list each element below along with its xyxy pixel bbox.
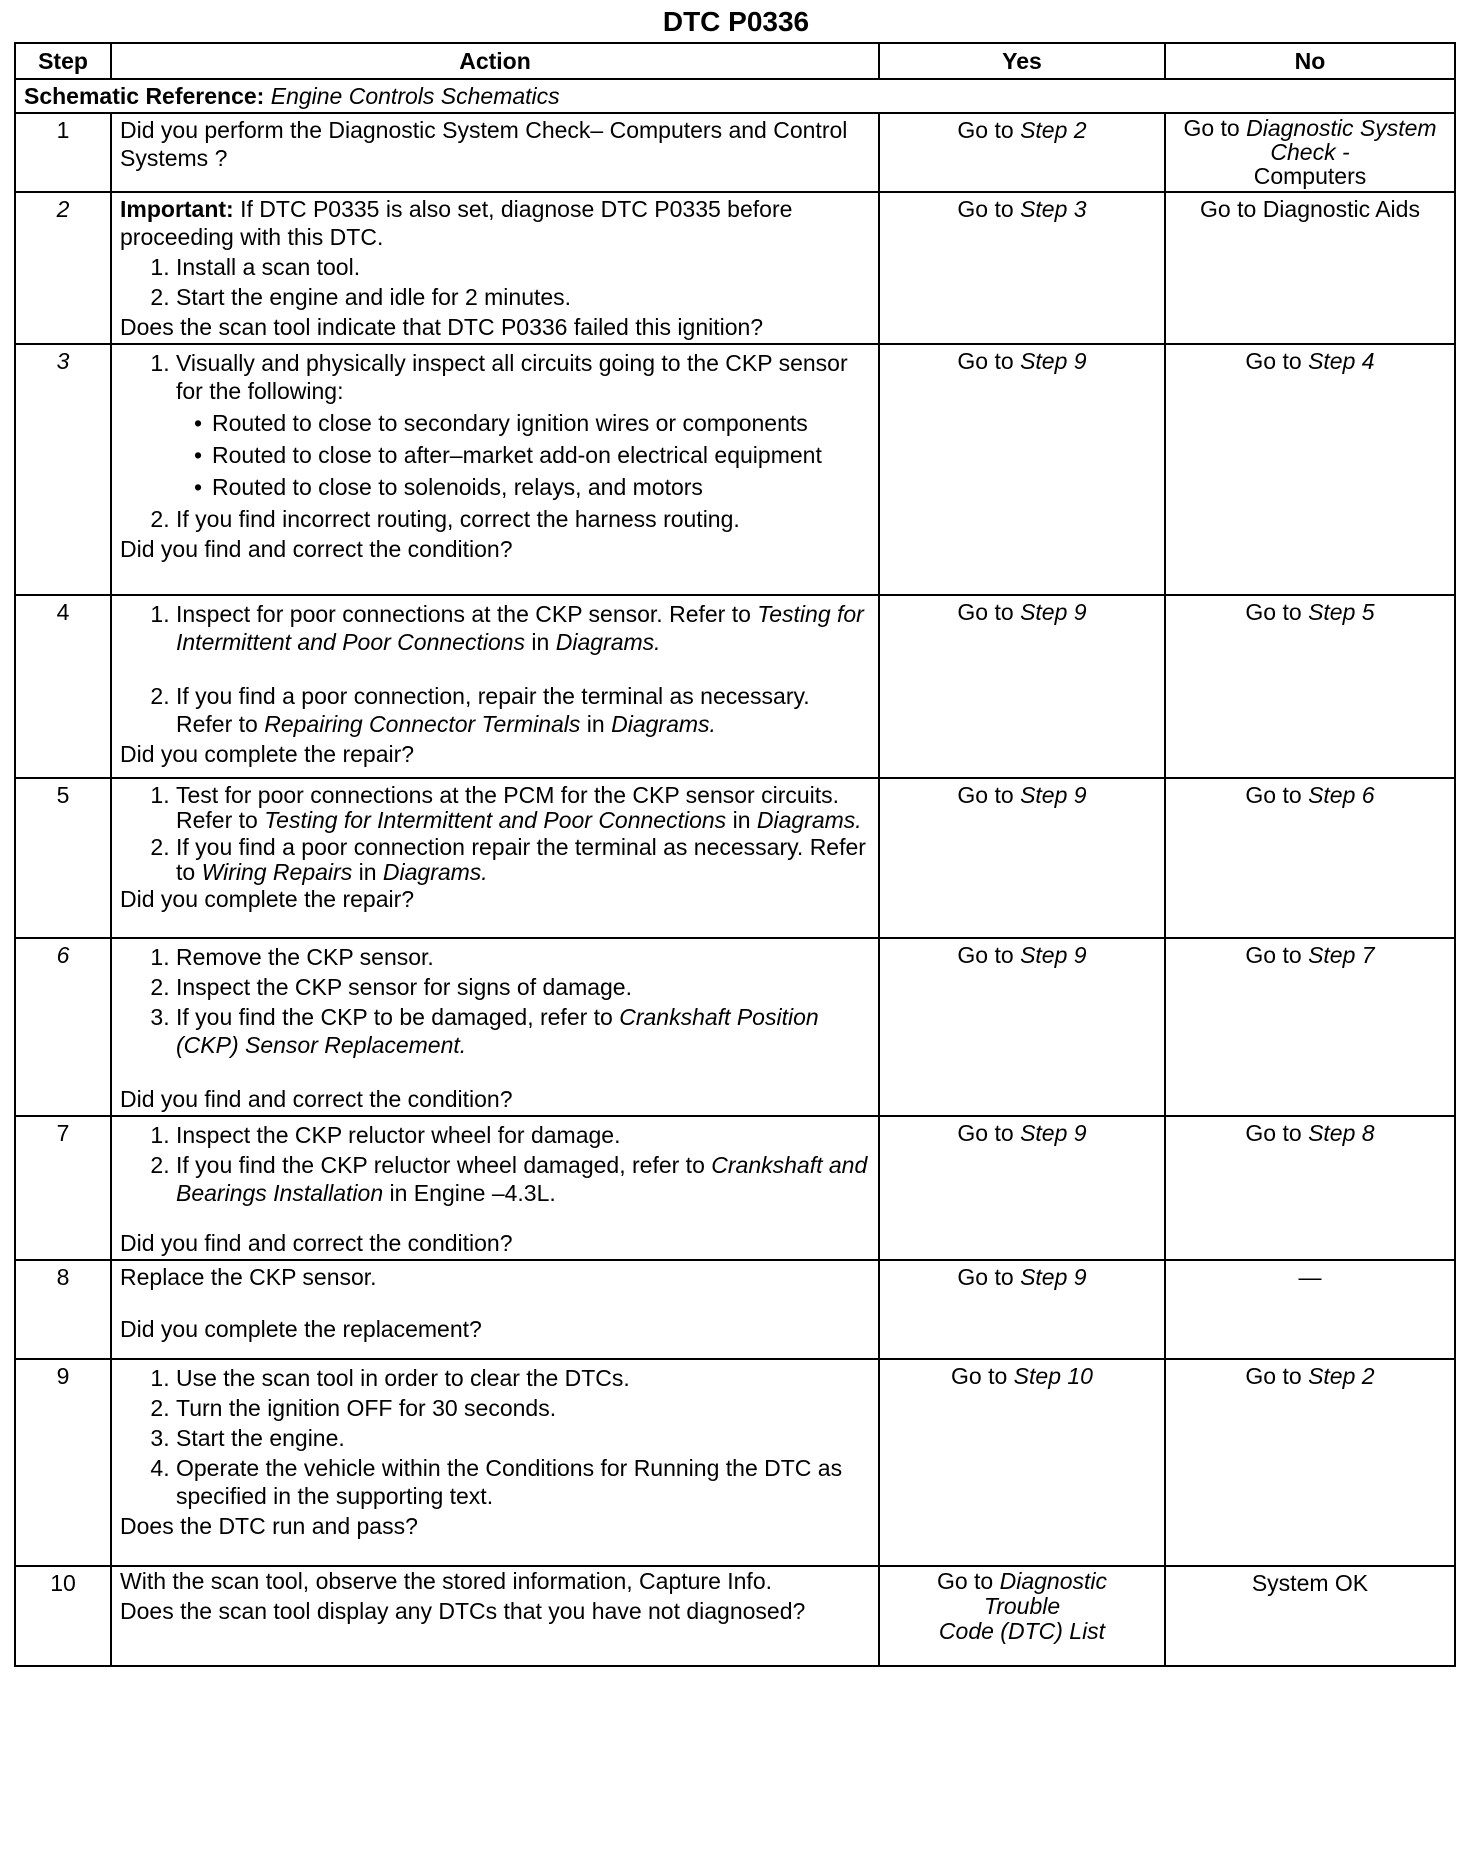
steps-list — [120, 253, 870, 311]
no-cell — [1165, 778, 1455, 938]
header-no: No — [1165, 43, 1455, 79]
reference-link: Testing for Intermittent and Poor Connections — [176, 601, 864, 655]
yes-text: Go to — [957, 942, 1021, 968]
action-cell — [111, 192, 879, 344]
steps-list — [120, 783, 870, 885]
action-text: Replace the CKP sensor. — [120, 1264, 377, 1290]
item-text: If you find the CKP to be damaged, refer to — [176, 1004, 620, 1030]
no-step-link: Step 8 — [1308, 1120, 1375, 1146]
list-item: 1. Remove the CKP sensor. — [176, 943, 870, 971]
no-text: Go to — [1245, 348, 1309, 374]
yes-step-link: Step 9 — [1020, 599, 1087, 625]
list-item: 3. Start the engine. — [176, 1424, 870, 1452]
no-text: Go to — [1245, 1120, 1309, 1146]
yes-step-link: Step 9 — [1020, 1264, 1087, 1290]
yes-text: Go to — [957, 117, 1021, 143]
question: Did you complete the replacement? — [120, 1316, 482, 1342]
action-cell — [111, 113, 879, 192]
item-text: in — [726, 807, 757, 833]
step-number: 9 — [15, 1359, 111, 1566]
steps-list — [120, 943, 870, 1059]
item-text: Inspect for poor connections at the CKP sensor. Refer to — [176, 601, 758, 627]
item-text: in — [580, 711, 612, 737]
bullet-item: • Routed to close to secondary ignition wires or components — [212, 409, 870, 437]
bullet-item: • Routed to close to after–market add-on electrical equipment — [212, 441, 870, 469]
steps-list — [120, 1121, 870, 1207]
reference-link: Wiring Repairs — [201, 859, 353, 885]
table-row — [15, 778, 1455, 938]
no-text: Go to — [1245, 1363, 1309, 1389]
no-cell — [1165, 344, 1455, 595]
question: Did you perform the Diagnostic System Check– Computers and Control Systems ? — [120, 117, 848, 171]
no-cell: System OK — [1165, 1566, 1455, 1666]
yes-link: Code (DTC) List — [938, 1618, 1106, 1644]
reference-link: Diagrams. — [555, 629, 661, 655]
no-step-link: Step 5 — [1308, 599, 1375, 625]
yes-cell — [879, 344, 1165, 595]
list-item: 2. If you find incorrect routing, correct the harness routing. — [176, 505, 870, 533]
yes-link: Trouble — [983, 1593, 1061, 1619]
yes-cell — [879, 113, 1165, 192]
table-row — [15, 1260, 1455, 1359]
no-step-link: Step 2 — [1308, 1363, 1375, 1389]
item-text: Visually and physically inspect all circuits going to the CKP sensor for the following: — [176, 350, 848, 404]
action-cell — [111, 1260, 879, 1359]
list-item — [176, 682, 870, 738]
page-title: DTC P0336 — [662, 6, 810, 37]
no-text: Go to — [1245, 782, 1309, 808]
item-text: If you find a poor connection repair the terminal as necessary. Refer to — [176, 834, 866, 885]
reference-link: Diagrams. — [756, 807, 862, 833]
question: Did you find and correct the condition? — [120, 1230, 513, 1256]
no-link: Diagnostic System Check - — [1246, 115, 1437, 165]
steps-list — [120, 600, 870, 738]
no-step-link: Step 6 — [1308, 782, 1375, 808]
schematic-label: Schematic Reference: — [24, 83, 265, 109]
yes-step-link: Step 9 — [1020, 348, 1087, 374]
item-text: If you find a poor connection, repair the terminal as necessary. Refer to — [176, 683, 810, 737]
steps-list — [120, 349, 870, 533]
yes-link: Diagnostic — [999, 1568, 1108, 1594]
yes-cell — [879, 595, 1165, 778]
reference-link: Diagrams. — [382, 859, 488, 885]
list-item: 4. Operate the vehicle within the Conditions for Running the DTC as specified in the supporting text. — [176, 1454, 870, 1510]
yes-cell — [879, 1260, 1165, 1359]
table-row — [15, 1566, 1455, 1666]
schematic-row — [15, 79, 1455, 113]
action-cell — [111, 938, 879, 1116]
yes-step-link: Step 2 — [1020, 117, 1087, 143]
table-row — [15, 113, 1455, 192]
item-text: in — [525, 629, 556, 655]
action-cell — [111, 1116, 879, 1260]
item-text: in Engine –4.3L. — [383, 1180, 556, 1206]
header-action: Action — [111, 43, 879, 79]
list-item — [176, 600, 870, 656]
table-row — [15, 1359, 1455, 1566]
yes-text: Go to — [936, 1568, 1000, 1594]
diagnostic-table — [14, 42, 1456, 1667]
schematic-value: Engine Controls Schematics — [270, 83, 560, 109]
question: Does the DTC run and pass? — [120, 1513, 418, 1539]
list-item — [176, 1151, 870, 1207]
list-item — [176, 349, 870, 501]
action-cell — [111, 1359, 879, 1566]
yes-step-link: Step 9 — [1020, 942, 1087, 968]
yes-step-link: Step 9 — [1020, 782, 1087, 808]
yes-cell — [879, 192, 1165, 344]
reference-link: Crankshaft Position (CKP) Sensor Replacement. — [176, 1004, 819, 1058]
no-cell — [1165, 113, 1455, 192]
yes-text: Go to — [957, 782, 1021, 808]
yes-cell — [879, 938, 1165, 1116]
list-item: 2. Inspect the CKP sensor for signs of damage. — [176, 973, 870, 1001]
no-cell — [1165, 1359, 1455, 1566]
step-number: 8 — [15, 1260, 111, 1359]
yes-cell — [879, 778, 1165, 938]
action-cell — [111, 778, 879, 938]
step-number: 3 — [15, 344, 111, 595]
no-text: Go to — [1245, 599, 1309, 625]
step-number: 2 — [15, 192, 111, 344]
no-step-link: Step 7 — [1308, 942, 1375, 968]
no-cell — [1165, 938, 1455, 1116]
list-item: 2. Turn the ignition OFF for 30 seconds. — [176, 1394, 870, 1422]
no-step-link: Step 4 — [1308, 348, 1375, 374]
no-text-2: Computers — [1253, 163, 1367, 189]
no-cell: Go to Diagnostic Aids — [1165, 192, 1455, 344]
list-item: 1. Inspect the CKP reluctor wheel for damage. — [176, 1121, 870, 1149]
step-number: 10 — [15, 1566, 111, 1666]
question: Does the scan tool indicate that DTC P0336 failed this ignition? — [120, 314, 764, 340]
no-text: Go to — [1183, 115, 1247, 141]
yes-text: Go to — [957, 1120, 1021, 1146]
yes-cell — [879, 1566, 1165, 1666]
yes-text: Go to — [951, 1363, 1014, 1389]
table-row — [15, 595, 1455, 778]
item-text: in — [352, 859, 383, 885]
question: Did you find and correct the condition? — [120, 536, 513, 562]
no-cell — [1165, 595, 1455, 778]
yes-step-link: Step 10 — [1013, 1363, 1093, 1389]
yes-step-link: Step 9 — [1020, 1120, 1087, 1146]
yes-text: Go to — [957, 348, 1021, 374]
list-item: 1. Use the scan tool in order to clear the DTCs. — [176, 1364, 870, 1392]
header-row — [15, 43, 1455, 79]
item-text: If you find the CKP reluctor wheel damaged, refer to — [176, 1152, 712, 1178]
action-cell — [111, 1566, 879, 1666]
table-row — [15, 938, 1455, 1116]
list-item: 2. Start the engine and idle for 2 minutes. — [176, 283, 870, 311]
bullet-list — [176, 409, 870, 501]
item-text: Test for poor connections at the PCM for the CKP sensor circuits. Refer to — [176, 782, 840, 833]
yes-cell — [879, 1116, 1165, 1260]
no-cell: — — [1165, 1260, 1455, 1359]
step-number: 5 — [15, 778, 111, 938]
question: Did you complete the repair? — [120, 886, 415, 912]
important-label: Important: — [120, 196, 234, 222]
reference-link: Crankshaft and Bearings Installation — [176, 1152, 868, 1206]
yes-text: Go to — [957, 196, 1021, 222]
header-yes: Yes — [879, 43, 1165, 79]
question: Did you complete the repair? — [120, 741, 415, 767]
yes-text: Go to — [957, 1264, 1021, 1290]
no-text: Go to — [1245, 942, 1309, 968]
list-item: 1. Install a scan tool. — [176, 253, 870, 281]
action-text: With the scan tool, observe the stored information, Capture Info. — [120, 1568, 773, 1594]
yes-step-link: Step 3 — [1020, 196, 1087, 222]
table-row — [15, 192, 1455, 344]
yes-text: Go to — [957, 599, 1021, 625]
table-row — [15, 344, 1455, 595]
reference-link: Diagrams. — [611, 711, 716, 737]
header-step: Step — [15, 43, 111, 79]
bullet-item: • Routed to close to solenoids, relays, and motors — [212, 473, 870, 501]
question: Does the scan tool display any DTCs that you have not diagnosed? — [120, 1598, 806, 1624]
list-item — [176, 783, 870, 833]
steps-list — [120, 1364, 870, 1510]
table-row — [15, 1116, 1455, 1260]
step-number: 6 — [15, 938, 111, 1116]
step-number: 1 — [15, 113, 111, 192]
action-cell — [111, 344, 879, 595]
no-cell — [1165, 1116, 1455, 1260]
list-item — [176, 1003, 870, 1059]
list-item — [176, 835, 870, 885]
question: Did you find and correct the condition? — [120, 1086, 513, 1112]
action-cell — [111, 595, 879, 778]
step-number: 4 — [15, 595, 111, 778]
reference-link: Testing for Intermittent and Poor Connections — [264, 807, 727, 833]
reference-link: Repairing Connector Terminals — [264, 711, 581, 737]
yes-cell — [879, 1359, 1165, 1566]
important-text: If DTC P0335 is also set, diagnose DTC P0335 before proceeding with this DTC. — [120, 196, 793, 250]
step-number: 7 — [15, 1116, 111, 1260]
